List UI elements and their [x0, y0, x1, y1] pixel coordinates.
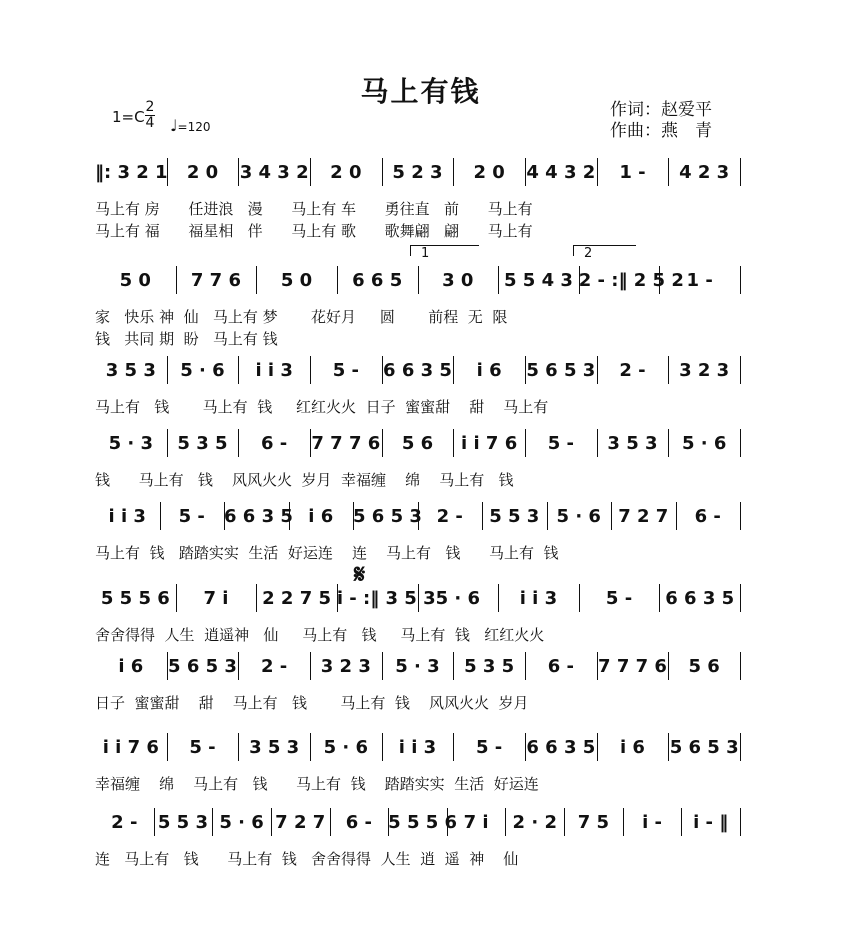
- measure: 5 5 3: [157, 812, 208, 833]
- time-signature: [145, 100, 155, 131]
- measure: 6 6 3 5: [224, 506, 293, 527]
- measure: i - :‖ 3 5 3: [336, 588, 436, 609]
- measure: 5 -: [476, 737, 503, 758]
- time-signature-bottom: 4: [145, 115, 155, 131]
- key-signature: 1=C: [112, 108, 145, 126]
- measure: i i 3: [519, 588, 558, 609]
- measure: 5 · 6: [681, 433, 727, 454]
- measure: 2 - :‖ 2 5 2: [578, 270, 684, 291]
- measure: 7 7 7 6: [311, 433, 381, 454]
- measure: 5 0: [280, 270, 313, 291]
- measure: 2 0: [473, 162, 505, 183]
- measure: 5 -: [332, 360, 359, 381]
- lyric-line: 钱 共同 期 盼 马上有 钱: [95, 330, 278, 348]
- measure: 3 4 3 2: [239, 162, 309, 183]
- measure: 5 0: [119, 270, 151, 291]
- measure: 5 -: [189, 737, 216, 758]
- measure: 5 5 5 6: [100, 588, 170, 609]
- lyric-line: 马上有 福 福星相 伴 马上有 歌 歌舞翩 翩 马上有: [95, 222, 533, 240]
- lyric-line: 马上有 房 任进浪 漫 马上有 车 勇往直 前 马上有: [95, 200, 533, 218]
- measure: 6 6 5: [352, 270, 403, 291]
- measure: i i 3: [108, 506, 146, 527]
- measure: 4 4 3 2: [526, 162, 596, 183]
- measure: 1 -: [686, 270, 713, 291]
- lyric-line: 幸福缠 绵 马上有 钱 马上有 钱 踏踏实实 生活 好运连: [95, 775, 539, 793]
- measure: 5 5 5 6: [388, 812, 458, 833]
- measure: 5 · 6: [180, 360, 225, 381]
- measure: i i 3: [398, 737, 437, 758]
- measure: 5 3 5: [177, 433, 228, 454]
- measure: 5 6 5 3: [526, 360, 596, 381]
- segno-icon: 𝄋: [354, 560, 366, 590]
- volta-2-label: 2: [584, 246, 593, 261]
- measure: 4 2 3: [679, 162, 730, 183]
- lyric-line: 舍舍得得 人生 逍遥神 仙 马上有 钱 马上有 钱 红红火火: [95, 626, 545, 644]
- time-signature-top: 2: [145, 99, 155, 115]
- lyric-line: 马上有 钱 踏踏实实 生活 好运连 连 马上有 钱 马上有 钱: [95, 544, 559, 562]
- measure: 5 3 5: [464, 656, 515, 677]
- measure: 3 2 3: [679, 360, 730, 381]
- measure: 6 -: [547, 656, 574, 677]
- measure: 2 0: [186, 162, 219, 183]
- measure: 5 · 3: [395, 656, 440, 677]
- measure: 2 · 2: [512, 812, 557, 833]
- measure: 7 2 7: [275, 812, 326, 833]
- measure: 2 -: [619, 360, 646, 381]
- tempo-marking: [170, 116, 211, 135]
- measure: 5 · 6: [219, 812, 264, 833]
- measure: 3 2 3: [320, 656, 371, 677]
- volta-1-bracket: [410, 245, 479, 261]
- measure: 5 · 6: [556, 506, 601, 527]
- barline: [740, 733, 741, 761]
- measure: 7 i: [463, 812, 489, 833]
- measure: 7 7 7 6: [598, 656, 667, 677]
- measure: i 6: [476, 360, 502, 381]
- measure: i - ‖: [693, 812, 729, 833]
- measure: 5 5 4 3: [503, 270, 573, 291]
- lyricist-credit: 作词：赵爱平: [610, 100, 712, 120]
- measure: 7 7 6: [190, 270, 241, 291]
- measure: i -: [642, 812, 662, 833]
- barline: [740, 808, 741, 836]
- lyric-line: 连 马上有 钱 马上有 钱 舍舍得得 人生 逍 遥 神 仙: [95, 850, 519, 868]
- measure: 3 5 3: [105, 360, 156, 381]
- barline: [740, 266, 741, 294]
- measure: 5 -: [605, 588, 633, 609]
- measure: 5 2 3: [392, 162, 443, 183]
- measure: 2 -: [261, 656, 288, 677]
- barline: [740, 429, 741, 457]
- measure: 2 -: [436, 506, 463, 527]
- volta-1-label: 1: [421, 246, 430, 261]
- measure: 7 i: [203, 588, 229, 609]
- measure: 3 5 3: [249, 737, 300, 758]
- measure: 6 -: [261, 433, 288, 454]
- measure: 2 2 7 5: [262, 588, 332, 609]
- lyric-line: 马上有 钱 马上有 钱 红红火火 日子 蜜蜜甜 甜 马上有: [95, 398, 549, 416]
- measure: 7 5: [577, 812, 610, 833]
- lyric-line: 家 快乐 神 仙 马上有 梦 花好月 圆 前程 无 限: [95, 308, 508, 326]
- measure: 1 -: [619, 162, 646, 183]
- measure: ‖: 3 2 1: [95, 162, 168, 183]
- barline: [740, 158, 741, 186]
- song-title: 马上有钱: [360, 75, 481, 108]
- measure: i i 3: [255, 360, 293, 381]
- volta-2-bracket: [573, 245, 636, 261]
- measure: i 6: [308, 506, 334, 527]
- measure: 5 6: [688, 656, 720, 677]
- measure: 5 6 5 3: [669, 737, 739, 758]
- lyric-line: 日子 蜜蜜甜 甜 马上有 钱 马上有 钱 风风火火 岁月: [95, 694, 529, 712]
- measure: 3 0: [442, 270, 474, 291]
- measure: 5 -: [178, 506, 205, 527]
- measure: 5 5 3: [489, 506, 540, 527]
- barline: [740, 356, 741, 384]
- barline: [740, 584, 741, 612]
- measure: 7 2 7: [618, 506, 669, 527]
- measure: i i 7 6: [461, 433, 518, 454]
- measure: 5 6 5 3: [168, 656, 237, 677]
- measure: 6 6 3 5: [383, 360, 452, 381]
- barline: [740, 652, 741, 680]
- measure: 3 5 3: [607, 433, 658, 454]
- measure: i 6: [620, 737, 645, 758]
- measure: 5 -: [547, 433, 574, 454]
- measure: i 6: [118, 656, 144, 677]
- measure: 6 -: [694, 506, 721, 527]
- measure: i i 7 6: [102, 737, 159, 758]
- measure: 5 · 3: [108, 433, 154, 454]
- composer-credit: 作曲：燕 青: [610, 121, 712, 141]
- measure: 5 6: [401, 433, 434, 454]
- lyric-line: 钱 马上有 钱 风风火火 岁月 幸福缠 绵 马上有 钱: [95, 471, 514, 489]
- measure: 5 · 6: [435, 588, 481, 609]
- measure: 5 6 5 3: [353, 506, 422, 527]
- quarter-note-icon: ♩: [170, 116, 178, 135]
- measure: 2 -: [111, 812, 138, 833]
- measure: 6 6 3 5: [526, 737, 596, 758]
- measure: 5 · 6: [323, 737, 369, 758]
- measure: 2 0: [330, 162, 362, 183]
- measure: 6 6 3 5: [665, 588, 735, 609]
- tempo-value: =120: [177, 120, 211, 134]
- barline: [740, 502, 741, 530]
- measure: 6 -: [345, 812, 372, 833]
